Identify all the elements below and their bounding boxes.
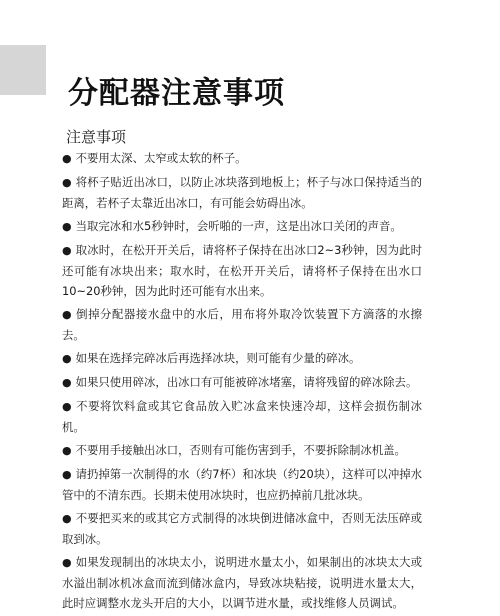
note-item	[62, 372, 422, 393]
bullet-icon: ●	[62, 352, 72, 365]
page-edge-tab	[0, 45, 46, 95]
bullet-icon: ●	[62, 244, 72, 257]
note-text: 倒掉分配器接水盘中的水后，用布将外取冷饮装置下方滴落的水擦去。	[62, 307, 422, 342]
note-item	[62, 304, 422, 345]
note-item	[62, 348, 422, 369]
note-text: 如果在选择完碎冰后再选择冰块，则可能有少量的碎冰。	[75, 351, 361, 365]
bullet-icon: ●	[62, 376, 72, 389]
bullet-icon: ●	[62, 556, 72, 569]
note-item	[62, 508, 422, 549]
bullet-icon: ●	[62, 512, 72, 525]
bullet-icon: ●	[62, 400, 73, 413]
note-item	[62, 216, 422, 237]
bullet-icon: ●	[62, 176, 72, 189]
page-title: 分配器注意事项	[68, 76, 285, 111]
note-item	[62, 396, 422, 437]
bullet-icon: ●	[62, 468, 72, 481]
notes-list	[62, 148, 422, 616]
note-item	[62, 172, 422, 213]
note-text: 将杯子贴近出冰口，以防止冰块落到地板上；杯子与冰口保持适当的距离，若杯子太靠近出冰口，有可能会妨碍出冰。	[62, 175, 422, 210]
bullet-icon: ●	[62, 220, 72, 233]
bullet-icon: ●	[62, 308, 73, 321]
note-item	[62, 148, 422, 169]
note-text: 不要将饮料盒或其它食品放入贮冰盒来快速冷却，这样会损伤制冰机。	[62, 399, 422, 434]
note-text: 如果发现制出的冰块太小，说明进水量太小，如果制出的冰块太大或水溢出制冰机冰盒而流到储冰盒内，导致冰块粘接，说明进水量太大，此时应调整水龙头开启的大小，以调节进水量，或找维修人员调试。	[62, 555, 422, 610]
bullet-icon: ●	[62, 152, 72, 165]
bullet-icon: ●	[62, 444, 72, 457]
note-item	[62, 440, 422, 461]
note-text: 不要用手接触出冰口，否则有可能伤害到手，不要拆除制冰机盖。	[75, 443, 406, 457]
note-item	[62, 552, 422, 613]
note-text: 如果只使用碎冰，出冰口有可能被碎冰堵塞，请将残留的碎冰除去。	[75, 375, 418, 389]
note-text: 当取完冰和水5秒钟时，会听啪的一声，这是出冰口关闭的声音。	[75, 219, 402, 233]
note-text: 不要把买来的或其它方式制得的冰块倒进储冰盒中，否则无法压碎或取到冰。	[62, 511, 422, 546]
section-title: 注意事项	[66, 128, 127, 146]
note-text: 请扔掉第一次制得的水（约7杯）和冰块（约20块），这样可以冲掉水管中的不清东西。长期未使用冰块时，也应扔掉前几批冰块。	[62, 467, 422, 502]
note-item	[62, 240, 422, 301]
note-item	[62, 464, 422, 505]
note-text: 取冰时，在松开开关后，请将杯子保持在出冰口2~3秒钟，因为此时还可能有冰块出来；取水时，在松开开关后，请将杯子保持在出水口10~20秒钟，因为此时还可能有水出来。	[62, 243, 422, 298]
note-text: 不要用太深、太窄或太软的杯子。	[75, 151, 247, 165]
